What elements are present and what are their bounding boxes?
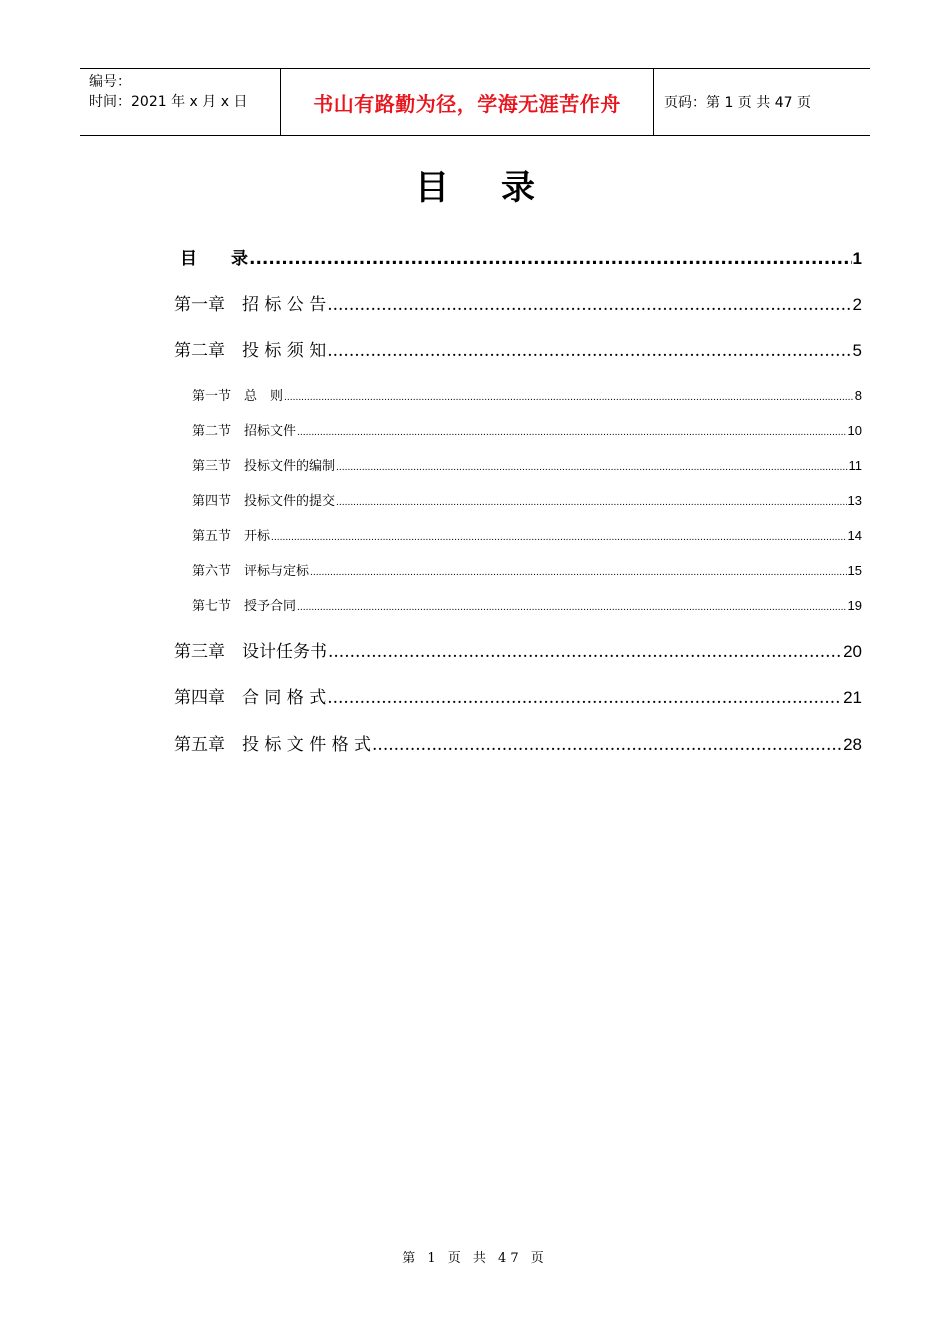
toc-entry[interactable] xyxy=(174,730,862,755)
toc-entry[interactable] xyxy=(174,683,862,708)
toc-leader-dots xyxy=(249,249,852,269)
toc-entry[interactable] xyxy=(192,560,862,579)
toc-entry-label: 第一章 招 标 公 告 xyxy=(174,295,327,315)
toc-entry-page: 20 xyxy=(843,642,862,661)
toc-entry-page: 11 xyxy=(848,458,862,473)
toc-entry-page: 28 xyxy=(843,735,862,754)
toc-entry-label: 目 录 xyxy=(180,249,248,269)
header-date-label: 时间：2021 年 x 月 x 日 xyxy=(89,94,248,110)
toc-leader-dots xyxy=(297,428,847,438)
toc-entry-page: 14 xyxy=(847,528,862,543)
toc-entry-label: 第四节 投标文件的提交 xyxy=(192,494,336,509)
toc-entry[interactable] xyxy=(192,525,862,544)
toc-entry-page: 2 xyxy=(852,295,862,314)
toc-entry[interactable] xyxy=(174,637,862,662)
toc-entry-label: 第一节 总 则 xyxy=(192,389,284,404)
toc-leader-dots xyxy=(327,688,842,708)
toc-leader-dots xyxy=(327,341,851,361)
toc-entry[interactable] xyxy=(192,490,862,509)
toc-entry[interactable] xyxy=(192,385,862,404)
toc-entry-label: 第二节 招标文件 xyxy=(192,424,297,439)
toc-entry[interactable] xyxy=(192,595,862,614)
toc-entry-page: 15 xyxy=(847,563,862,578)
toc-entry-page: 5 xyxy=(852,341,862,360)
header-page-info: 页码：第 1 页 共 47 页 xyxy=(664,95,811,111)
page-footer: 第 1 页 共 47 页 xyxy=(402,1251,548,1266)
toc-leader-dots xyxy=(284,393,854,403)
toc-entry[interactable] xyxy=(192,420,862,439)
toc-entry-page: 21 xyxy=(843,688,862,707)
toc-entry-page: 19 xyxy=(847,598,862,613)
document-title: 目录 xyxy=(415,168,587,208)
header-number-label: 编号： xyxy=(89,74,131,90)
toc-entry[interactable] xyxy=(174,336,862,361)
toc-leader-dots xyxy=(310,568,847,578)
toc-entry-page: 13 xyxy=(847,493,862,508)
toc-entry-label: 第三章 设计任务书 xyxy=(174,642,327,662)
toc-entry[interactable] xyxy=(174,290,862,315)
toc-entry[interactable] xyxy=(180,244,862,269)
toc-entry-label: 第五章 投 标 文 件 格 式 xyxy=(174,735,372,755)
toc-leader-dots xyxy=(328,642,842,662)
toc-leader-dots xyxy=(372,735,842,755)
toc-entry-label: 第二章 投 标 须 知 xyxy=(174,341,327,361)
toc-entry-page: 8 xyxy=(854,388,862,403)
toc-entry-label: 第五节 开标 xyxy=(192,529,271,544)
toc-leader-dots xyxy=(327,295,851,315)
toc-entry[interactable] xyxy=(192,455,862,474)
toc-entry-label: 第七节 授予合同 xyxy=(192,599,297,614)
toc-leader-dots xyxy=(336,463,847,473)
toc-entry-label: 第四章 合 同 格 式 xyxy=(174,688,327,708)
toc-entry-label: 第三节 投标文件的编制 xyxy=(192,459,336,474)
toc-entry-label: 第六节 评标与定标 xyxy=(192,564,310,579)
toc-leader-dots xyxy=(336,498,847,508)
toc-leader-dots xyxy=(271,533,847,543)
toc-entry-page: 1 xyxy=(852,249,862,268)
toc-leader-dots xyxy=(297,603,847,613)
header-motto: 书山有路勤为径，学海无涯苦作舟 xyxy=(281,69,654,135)
toc-entry-page: 10 xyxy=(847,423,862,438)
